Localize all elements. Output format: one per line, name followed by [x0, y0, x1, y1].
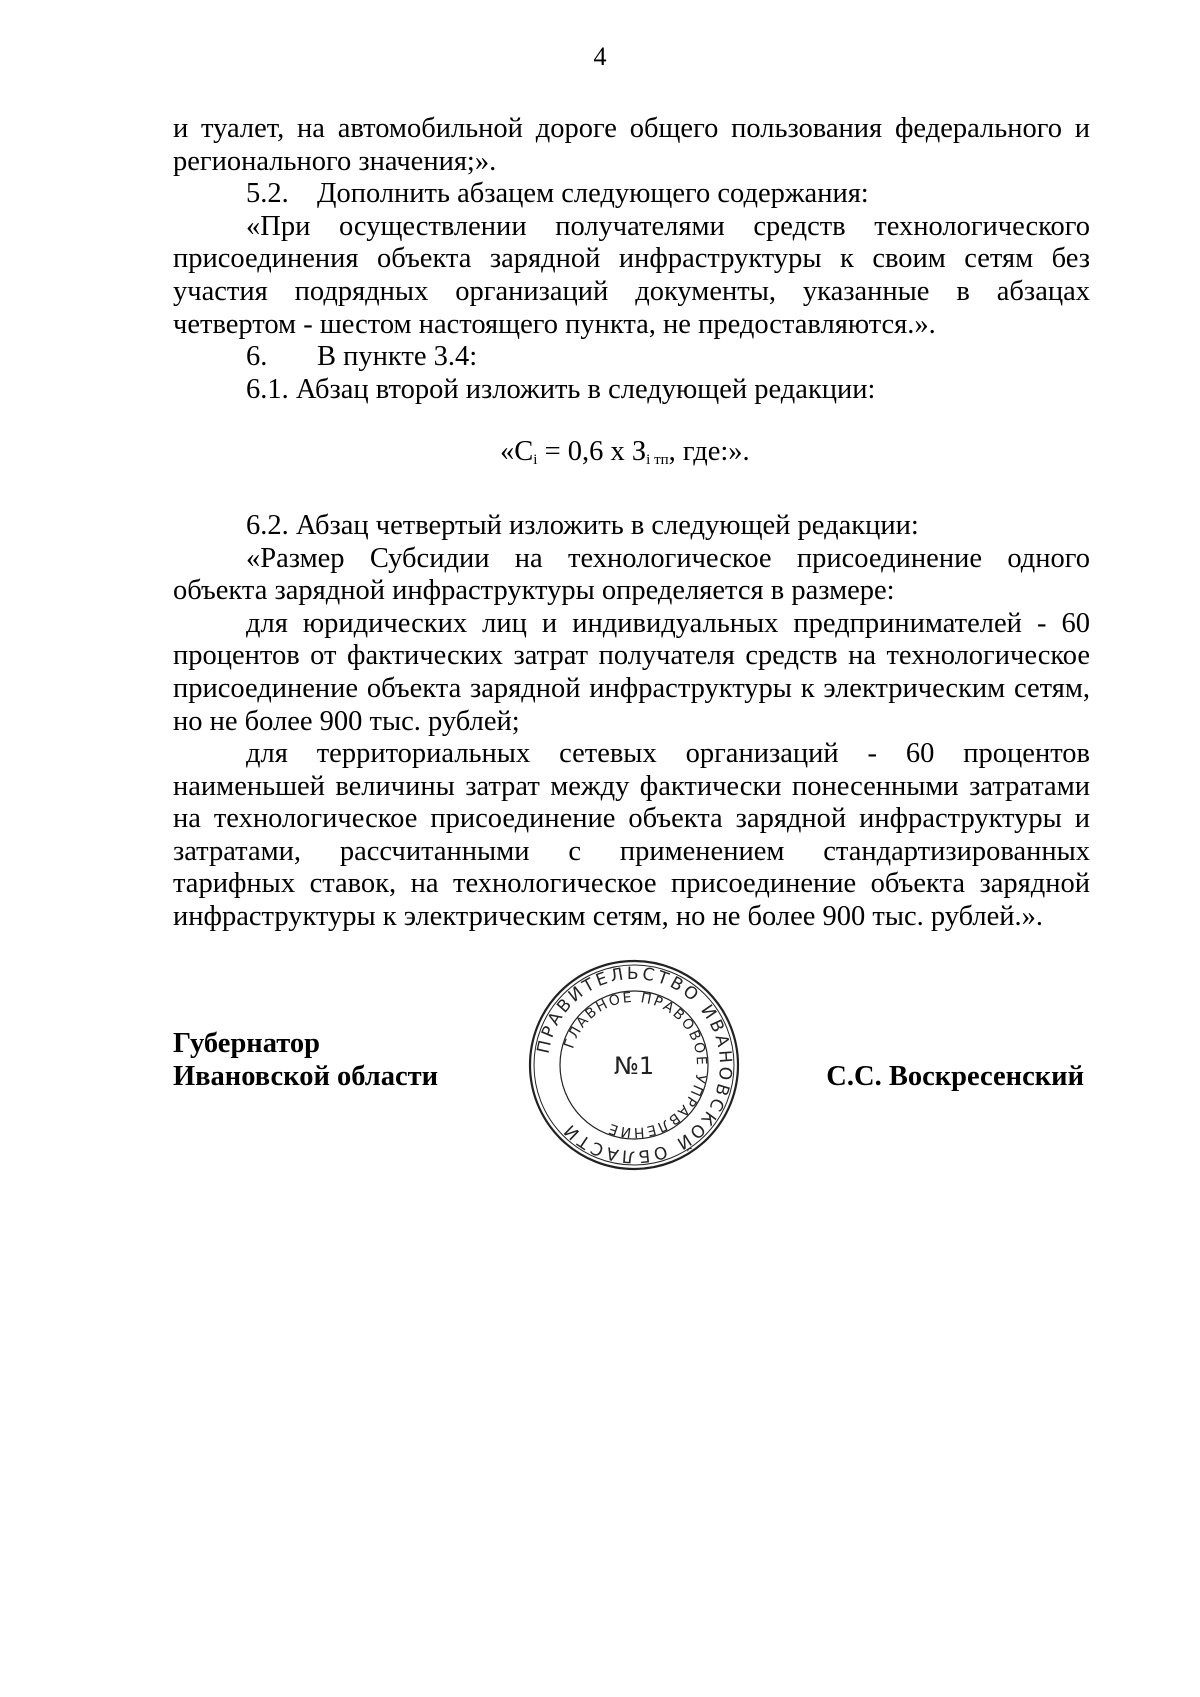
signer-name: С.С. Воскресенский [826, 1061, 1084, 1092]
seal-outer-text: ПРАВИТЕЛЬСТВО ИВАНОВСКОЙ ОБЛАСТИ [533, 963, 736, 1167]
formula-middle: = 0,6 х З [537, 436, 647, 468]
paragraph-8: для юридических лиц и индивидуальных предпринимателей - 60 процентов от фактических затрат получателя средств на технологическое присоединение объекта зарядной инфраструктуры к электрическим сетям, но не более 900 тыс. рублей; [173, 607, 1090, 737]
paragraph-3: «При осуществлении получателями средств технологического присоединения объекта зарядной инфраструктуры к своим сетям без участия подрядных организаций документы, указанные в абзацах четвертом - шестом настоящего пункта, не предоставляются.». [173, 210, 1090, 340]
paragraph-6-2: 6.2. Абзац четвертый изложить в следующей редакции: [246, 509, 919, 541]
seal-inner-text: ГЛАВНОЕ ПРАВОВОЕ УПРАВЛЕНИЕ [561, 989, 710, 1141]
item-text: В пункте 3.4: [317, 341, 478, 373]
formula-prefix: «C [500, 436, 534, 468]
paragraph-9: для территориальных сетевых организаций - 60 процентов наименьшей величины затрат между фактически понесенными затратами на технологическое присоединение объекта зарядной инфраструктуры и затратами, рассчитанными с применением стандартизированных тарифных ставок, на технологическое присоединение объекта зарядной инфраструктуры к электрическим сетям, но не более 900 тыс. рублей.». [173, 738, 1090, 933]
formula [173, 436, 1090, 477]
paragraph-5-2 [173, 178, 1090, 211]
paragraph-7: «Размер Субсидии на технологическое присоединение одного объекта зарядной инфраструктуры определяется в размере: [173, 542, 1090, 607]
paragraph-6 [173, 341, 1090, 374]
item-number: 5.2. [246, 178, 289, 210]
paragraph-1: и туалет, на автомобильной дороге общего пользования федерального и регионального значения;». [173, 113, 1090, 177]
formula-suffix: , где:». [668, 436, 750, 468]
document-body [173, 113, 1090, 934]
signer-title-line-1: Губернатор [173, 1028, 320, 1059]
item-number: 6. [246, 341, 268, 373]
formula-subscript-i: i [533, 452, 538, 469]
formula-subscript-itp: i тп [646, 452, 669, 469]
seal-center-number: №1 [613, 1052, 655, 1080]
seal-stamp [527, 958, 741, 1172]
item-text: Дополнить абзацем следующего содержания: [317, 178, 869, 210]
page-number: 4 [593, 42, 607, 71]
signer-title-line-2: Ивановской области [173, 1061, 439, 1092]
paragraph-6-1: 6.1. Абзац второй изложить в следующей редакции: [246, 373, 876, 405]
signer-title [173, 1027, 438, 1093]
